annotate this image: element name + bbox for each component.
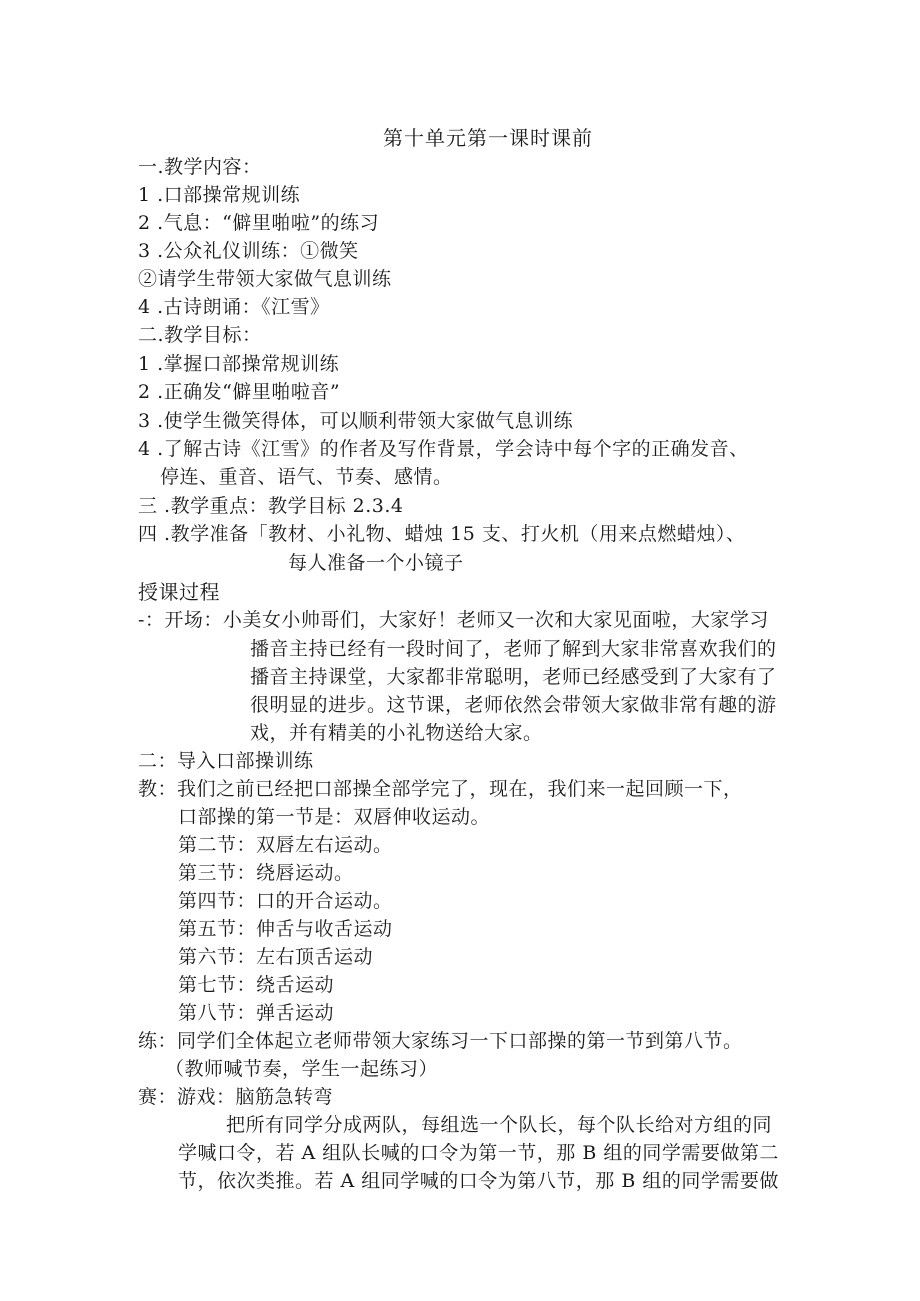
text-line: （教师喊节奏，学生一起练习）	[165, 1058, 439, 1080]
text-line: 4 .古诗朗诵：《江雪》	[138, 296, 330, 318]
text-line: 1 .口部操常规训练	[138, 184, 301, 206]
text-line: 节，依次类推。若 A 组同学喊的口令为第八节，那 B 组的同学需要做	[178, 1170, 779, 1192]
section-heading: 二.教学目标：	[138, 324, 262, 346]
text-line: 很明显的进步。这节课，老师依然会带领大家做非常有趣的游	[250, 694, 777, 716]
section-heading: 一.教学内容：	[138, 156, 262, 178]
section-heading: 授课过程	[138, 580, 220, 604]
text-line: 1 .掌握口部操常规训练	[138, 353, 340, 375]
text-line: 3 .使学生微笑得体，可以顺利带领大家做气息训练	[138, 410, 574, 432]
text-line: -：开场：小美女小帅哥们，大家好！老师又一次和大家见面啦，大家学习	[138, 609, 769, 631]
text-line: 播音主持课堂，大家都非常聪明，老师已经感受到了大家有了	[250, 666, 777, 688]
text-line: 第五节：伸舌与收舌运动	[178, 918, 393, 940]
text-line: ②请学生带领大家做气息训练	[138, 268, 392, 290]
text-line: 赛：游戏：脑筋急转弯	[138, 1086, 334, 1108]
text-line: 学喊口令，若 A 组队长喊的口令为第一节，那 B 组的同学需要做第二	[178, 1142, 779, 1164]
text-line: 播音主持已经有一段时间了，老师了解到大家非常喜欢我们的	[250, 638, 777, 660]
text-line: 教：我们之前已经把口部操全部学完了，现在，我们来一起回顾一下，	[138, 778, 743, 800]
text-line: 2 .正确发“僻里啪啦音”	[138, 381, 341, 403]
section-heading: 三 .教学重点：教学目标 2.3.4	[138, 495, 404, 517]
text-line: 戏，并有精美的小礼物送给大家。	[250, 722, 543, 744]
text-line: 口部操的第一节是：双唇伸收运动。	[178, 806, 491, 828]
text-line: 第八节：弹舌运动	[178, 1002, 335, 1024]
text-line: 第二节：双唇左右运动。	[178, 834, 393, 856]
text-line: 每人准备一个小镜子	[288, 552, 464, 574]
page-title: 第十单元第一课时课前	[383, 126, 593, 150]
text-line: 4 .了解古诗《江雪》的作者及写作背景，学会诗中每个字的正确发音、	[138, 438, 749, 460]
text-line: 第七节：绕舌运动	[178, 974, 335, 996]
text-line: 3 .公众礼仪训练：①微笑	[138, 240, 359, 262]
text-line: 第三节：绕唇运动。	[178, 862, 354, 884]
section-heading: 二：导入口部操训练	[138, 750, 314, 772]
text-line: 练：同学们全体起立老师带领大家练习一下口部操的第一节到第八节。	[138, 1030, 743, 1052]
section-heading: 四 .教学准备「教材、小礼物、蜡烛 15 支、打火机（用来点燃蜡烛）、	[138, 523, 746, 545]
text-line: 第四节：口的开合运动。	[178, 890, 393, 912]
text-line: 把所有同学分成两队，每组选一个队长，每个队长给对方组的同	[226, 1114, 773, 1136]
text-line: 停连、重音、语气、节奏、感情。	[160, 466, 453, 488]
text-line: 2 .气息：“僻里啪啦”的练习	[138, 212, 380, 234]
text-line: 第六节：左右顶舌运动	[178, 946, 374, 968]
